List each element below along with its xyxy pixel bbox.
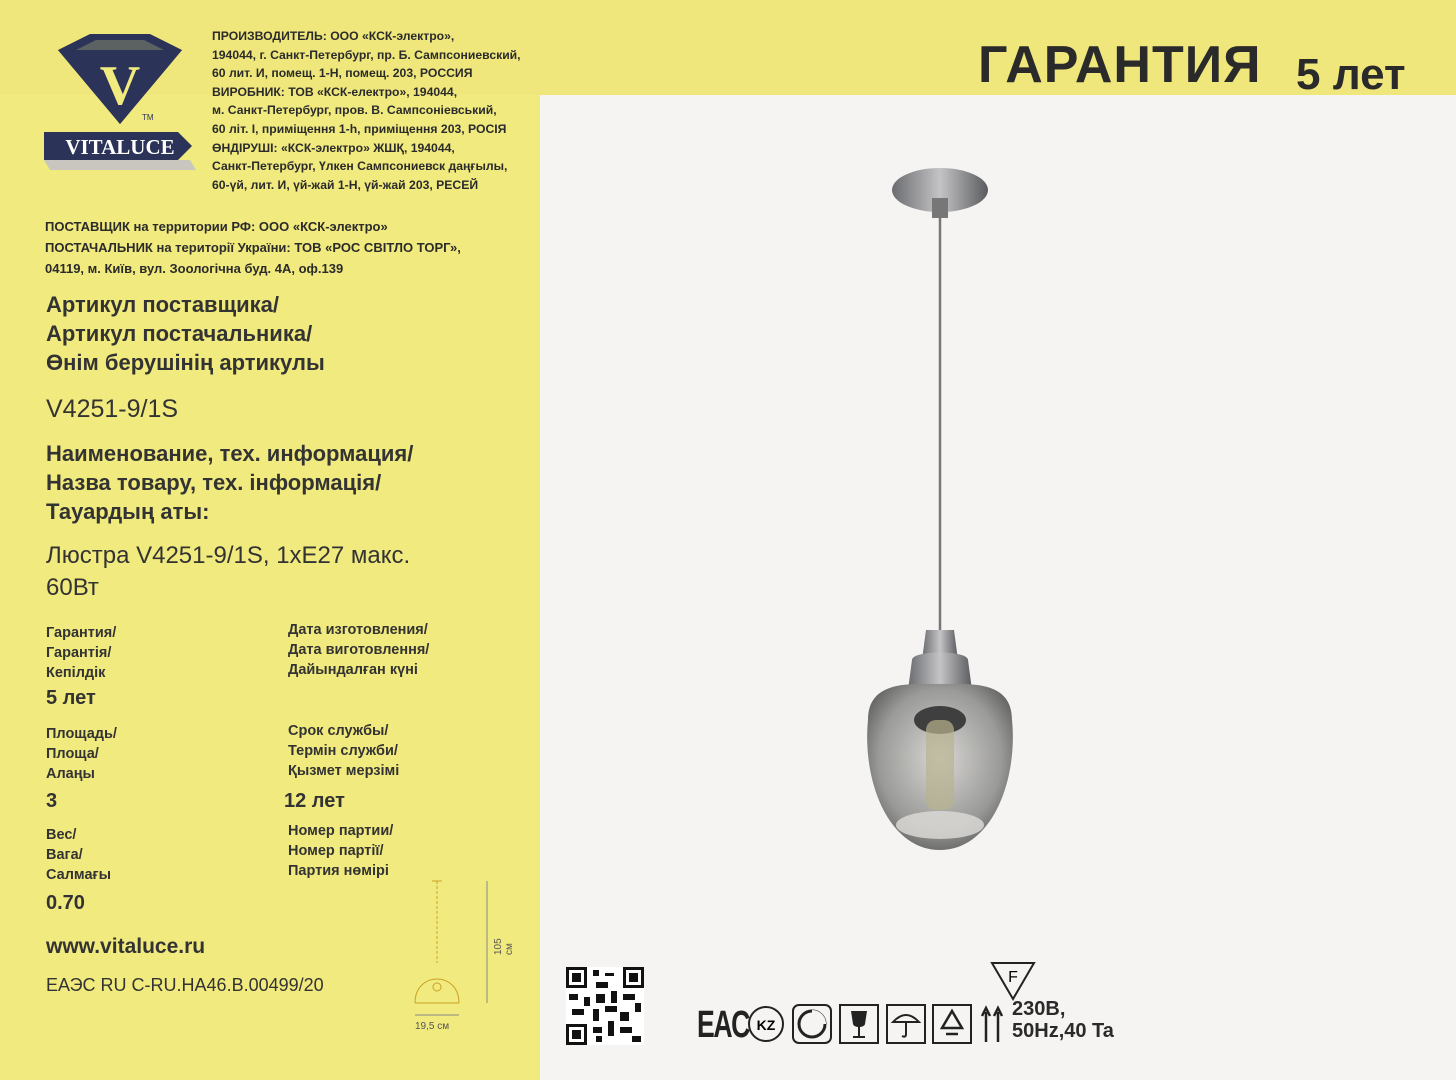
service-life-label-line: Қызмет мерзімі — [288, 763, 400, 779]
dimension-sketch — [405, 875, 515, 1040]
name-value-line: 60Вт — [46, 574, 99, 601]
kz-mark: KZ — [756, 1017, 776, 1033]
warranty-label-line: Гарантія/ — [46, 645, 112, 661]
article-label-line: Өнім берушінің артикулы — [46, 350, 325, 375]
producer-line: ВИРОБНИК: ТОВ «КСК-електро», 194044, — [212, 84, 458, 99]
batch-number-label-line: Номер партии/ — [288, 823, 394, 839]
fragile-glass-icon — [839, 1004, 879, 1049]
manufacture-date-label — [288, 620, 429, 680]
batch-number-label-line: Партия нөмірі — [288, 863, 389, 879]
width-dimension: 19,5 см — [415, 1021, 450, 1032]
article-value: V4251-9/1S — [46, 395, 179, 423]
area-label-line: Площа/ — [46, 746, 99, 762]
service-life-label-line: Термін служби/ — [288, 743, 398, 759]
this-way-up-icon — [980, 1002, 1004, 1049]
certificate-number: ЕАЭС RU C-RU.HA46.B.00499/20 — [46, 975, 324, 995]
article-label-line: Артикул поставщика/ — [46, 292, 280, 317]
weight-value: 0.70 — [46, 892, 85, 914]
name-value-line: Люстра V4251-9/1S, 1хЕ27 макс. — [46, 542, 411, 569]
logo-wordmark: VITALUCE — [65, 135, 175, 159]
area-label — [46, 724, 117, 784]
kz-certification-icon — [747, 1005, 785, 1048]
producer-line: м. Санкт-Петербург, пров. В. Сампсоніевський, — [212, 103, 497, 118]
supplier-info — [45, 216, 461, 279]
guarantee-title: ГАРАНТИЯ — [978, 36, 1262, 94]
name-label-line: Тауардың аты: — [46, 499, 210, 524]
manufacture-date-label-line: Дата изготовления/ — [288, 622, 428, 638]
batch-number-label-line: Номер партії/ — [288, 843, 384, 859]
manufacture-date-label-line: Дата виготовлення/ — [288, 642, 430, 658]
supplier-line: ПОСТАВЩИК на территории РФ: ООО «КСК-электро» — [45, 219, 388, 234]
area-value: 3 — [46, 790, 58, 812]
name-label-line: Наименование, тех. информация/ — [46, 441, 414, 466]
warranty-label — [46, 623, 116, 683]
f-mark: F — [1008, 969, 1018, 986]
producer-line: ӨНДІРУШІ: «КСК-электро» ЖШҚ, 194044, — [212, 140, 455, 155]
producer-line: 60-үй, лит. И, үй-жай 1-Н, үй-жай 203, РЕСЕЙ — [212, 177, 479, 192]
recycling-icon — [932, 1004, 972, 1049]
guarantee-years: 5 лет — [1296, 50, 1406, 99]
service-life-label-line: Срок службы/ — [288, 723, 389, 739]
producer-line: 60 лит. И, помещ. 1-Н, помещ. 203, РОССИЯ — [212, 66, 473, 81]
manufacture-date-label-line: Дайындалған күні — [288, 662, 418, 678]
area-label-line: Площадь/ — [46, 726, 117, 742]
producer-info — [212, 27, 572, 194]
producer-line: Санкт-Петербург, Үлкен Сампсониевск даңғылы, — [212, 159, 508, 174]
supplier-line: 04119, м. Київ, вул. Зоологічна буд. 4А, оф.139 — [45, 261, 344, 276]
qr-code — [566, 967, 644, 1045]
height-dimension: 105 см — [493, 938, 515, 955]
recycle-circle-icon — [792, 1004, 832, 1049]
warranty-label-line: Гарантия/ — [46, 625, 117, 641]
weight-label-line: Салмағы — [46, 867, 111, 883]
tm-mark: TM — [142, 113, 154, 122]
producer-line: ПРОИЗВОДИТЕЛЬ: ООО «КСК-электро», — [212, 29, 455, 43]
batch-number-label — [288, 821, 393, 881]
eac-mark: EAC — [697, 1004, 749, 1046]
voltage-text: 230В, — [1012, 998, 1066, 1020]
warranty-label-line: Кепілдік — [46, 665, 106, 681]
supplier-line: ПОСТАЧАЛЬНИК на території України: ТОВ «РОС СВІТЛО ТОРГ», — [45, 240, 461, 255]
weight-label-line: Вес/ — [46, 827, 77, 843]
name-value — [46, 540, 410, 604]
producer-line: 60 літ. І, приміщення 1-h, приміщення 203, РОСІЯ — [212, 121, 507, 136]
logo-letter: V — [99, 55, 141, 117]
weight-label-line: Вага/ — [46, 847, 83, 863]
frequency-text: 50Hz,40 Ta — [1012, 1020, 1114, 1042]
producer-line: 194044, г. Санкт-Петербург, пр. Б. Сампсониевский, — [212, 47, 521, 62]
name-label — [46, 439, 413, 526]
area-label-line: Алаңы — [46, 766, 95, 782]
website-link[interactable]: www.vitaluce.ru — [46, 935, 206, 958]
service-life-value: 12 лет — [284, 790, 345, 812]
weight-label — [46, 825, 111, 885]
service-life-label — [288, 721, 399, 781]
electrical-spec — [1012, 998, 1114, 1042]
warranty-value: 5 лет — [46, 687, 96, 709]
keep-dry-umbrella-icon — [886, 1004, 926, 1049]
vitaluce-logo — [40, 28, 200, 178]
article-label — [46, 290, 325, 377]
article-label-line: Артикул постачальника/ — [46, 321, 313, 346]
name-label-line: Назва товару, тех. інформація/ — [46, 470, 382, 495]
product-photo — [840, 160, 1040, 860]
